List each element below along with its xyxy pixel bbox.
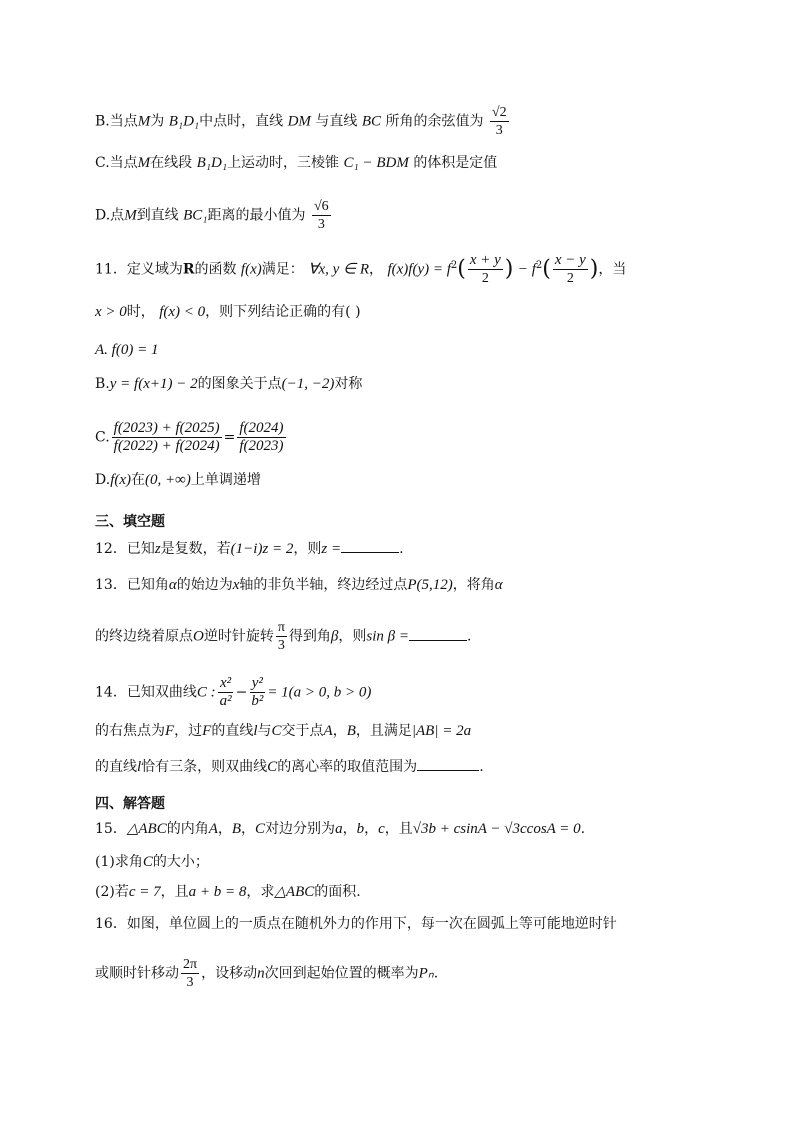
question-13-line-1 bbox=[95, 575, 503, 595]
text: ，且 bbox=[384, 821, 413, 837]
text: . bbox=[580, 821, 586, 837]
text: 次回到起始位置的概率为 bbox=[264, 965, 419, 982]
denominator: 3 bbox=[495, 123, 503, 138]
curve-c: C : bbox=[196, 684, 216, 701]
var-alpha: α bbox=[494, 577, 503, 593]
denominator: a² bbox=[219, 693, 232, 709]
fraction-x2-a2 bbox=[218, 675, 234, 710]
denominator: 2 bbox=[566, 271, 574, 286]
fraction-right bbox=[237, 420, 285, 455]
text: 对边分别为 bbox=[265, 821, 336, 837]
question-11-condition bbox=[95, 302, 361, 322]
question-16-line-1 bbox=[95, 914, 617, 934]
text: 在线段 bbox=[150, 155, 193, 171]
text: 得到角 bbox=[288, 628, 331, 645]
text: (2)若 bbox=[95, 884, 129, 900]
question-14-line-1 bbox=[95, 675, 371, 710]
var-c-lower: c bbox=[378, 821, 385, 837]
numerator: √6 bbox=[313, 199, 329, 214]
text: 恰有三条，则双曲线 bbox=[141, 759, 268, 775]
var-o: O bbox=[193, 628, 204, 645]
text: 的右焦点为 bbox=[95, 723, 165, 739]
equation-left: f(x)f(y) = f bbox=[387, 261, 451, 278]
answer-blank[interactable] bbox=[341, 538, 399, 553]
text: ， bbox=[342, 821, 357, 837]
square: 2 bbox=[535, 259, 543, 271]
set-r: R bbox=[182, 261, 195, 278]
equation: √3b + csinA − √3ccosA = 0 bbox=[412, 821, 581, 837]
text: ，求 bbox=[246, 884, 275, 900]
text: . bbox=[399, 541, 404, 557]
inequality: f(x) < 0 bbox=[159, 304, 206, 320]
segment-b1d1: B₁D₁ bbox=[168, 113, 200, 130]
text: 距离的最小值为 bbox=[207, 207, 306, 224]
paren-close: ) bbox=[589, 256, 599, 282]
numerator: x − y bbox=[554, 252, 586, 268]
var-f: F bbox=[202, 723, 212, 739]
text: 的内角 bbox=[166, 821, 209, 837]
text: 轴的非负半轴，终边经过点 bbox=[239, 577, 408, 593]
option-11-d bbox=[95, 470, 261, 490]
text: 上单调递增 bbox=[190, 472, 261, 488]
denominator: f(2023) bbox=[239, 438, 284, 454]
text: 的面积. bbox=[314, 884, 361, 900]
text: 13．已知角 bbox=[95, 577, 169, 593]
var-a: A bbox=[323, 723, 333, 739]
text: ， bbox=[241, 821, 256, 837]
condition-c: c = 7 bbox=[128, 884, 161, 900]
var-b-lower: b bbox=[356, 821, 365, 837]
text: ， bbox=[217, 821, 232, 837]
numerator: x² bbox=[220, 675, 232, 691]
text: . bbox=[433, 965, 439, 982]
function-expr: y = f(x+1) − 2 bbox=[109, 376, 198, 392]
question-14-line-3 bbox=[95, 756, 484, 777]
question-11-stem bbox=[95, 252, 626, 287]
text: 15． bbox=[95, 821, 127, 837]
triangle-abc: △ABC bbox=[126, 821, 167, 837]
text: 11．定义域为 bbox=[95, 261, 183, 278]
answer-blank[interactable] bbox=[409, 626, 467, 641]
denominator: 2 bbox=[481, 271, 489, 286]
square: 2 bbox=[450, 259, 458, 271]
option-10-c bbox=[95, 153, 497, 173]
var-m: M bbox=[137, 113, 151, 130]
denominator: f(2022) + f(2024) bbox=[113, 438, 220, 454]
fraction-pi-over-3 bbox=[276, 619, 287, 654]
var-b: B bbox=[231, 821, 242, 837]
numerator: f(2024) bbox=[239, 420, 284, 436]
text: 的图象关于点 bbox=[197, 376, 282, 392]
section-solution-heading: 四、解答题 bbox=[95, 796, 165, 812]
text: 的离心率的取值范围为 bbox=[277, 759, 418, 775]
text: ，则下列结论正确的有( ) bbox=[205, 304, 361, 320]
text: ， bbox=[364, 821, 379, 837]
text: C.当点 bbox=[95, 155, 138, 171]
question-15-part-1 bbox=[95, 852, 209, 872]
text: ， bbox=[332, 723, 347, 739]
text: 时， bbox=[126, 304, 155, 320]
text: 所角的余弦值为 bbox=[385, 113, 484, 130]
option-text: A. f(0) = 1 bbox=[95, 342, 159, 358]
answer-blank[interactable] bbox=[417, 756, 479, 771]
text: 的大小； bbox=[152, 854, 209, 870]
text: ，当 bbox=[598, 261, 627, 278]
text: B. bbox=[95, 376, 110, 392]
point-p: P(5,12) bbox=[407, 577, 453, 593]
question-15 bbox=[95, 819, 585, 839]
fraction-y2-b2 bbox=[249, 675, 265, 710]
text: 为 bbox=[150, 113, 165, 130]
text: 满足： bbox=[261, 261, 304, 278]
denominator: 3 bbox=[186, 975, 194, 990]
var-b: B bbox=[346, 723, 356, 739]
fraction-sqrt2-over-3 bbox=[490, 104, 509, 139]
equals: = bbox=[223, 429, 236, 446]
text: 的终边绕着原点 bbox=[95, 628, 193, 645]
text: 在 bbox=[131, 472, 146, 488]
text: (1)求角 bbox=[95, 854, 143, 870]
var-a: A bbox=[208, 821, 218, 837]
segment-b1d1: B₁D₁ bbox=[196, 155, 228, 171]
text: 中点时，直线 bbox=[199, 113, 284, 130]
line-bc: BC bbox=[361, 113, 381, 130]
fraction-x-plus-y bbox=[468, 252, 503, 287]
denominator: b² bbox=[251, 693, 264, 709]
interval: (0, +∞) bbox=[145, 472, 191, 488]
fraction-sqrt6-over-3 bbox=[312, 198, 331, 233]
text: . bbox=[479, 759, 484, 775]
question-16-line-2 bbox=[95, 956, 438, 991]
condition-x-positive: x > 0 bbox=[95, 304, 127, 320]
question-13-line-2 bbox=[95, 619, 471, 654]
var-m: M bbox=[137, 155, 151, 171]
text: 逆时针旋转 bbox=[203, 628, 274, 645]
text: ，过 bbox=[174, 723, 203, 739]
text: 12．已知 bbox=[95, 541, 155, 557]
answer-label: z = bbox=[321, 541, 342, 557]
question-12 bbox=[95, 538, 404, 559]
text: ，则 bbox=[338, 628, 367, 645]
denominator: 3 bbox=[277, 638, 285, 653]
var-beta: β bbox=[330, 628, 339, 645]
text: B.当点 bbox=[95, 113, 138, 130]
forall-expression: ∀x, y ∈ R bbox=[308, 261, 370, 278]
text: 上运动时，三棱锥 bbox=[227, 155, 340, 171]
var-c: C bbox=[267, 759, 278, 775]
text: ，则 bbox=[293, 541, 322, 557]
var-c: C bbox=[255, 821, 266, 837]
var-c: C bbox=[271, 723, 282, 739]
numerator: √2 bbox=[491, 105, 507, 120]
var-l: l bbox=[137, 759, 142, 775]
text: . bbox=[467, 628, 472, 645]
var-m: M bbox=[124, 207, 137, 224]
var-l: l bbox=[253, 723, 258, 739]
text: D. bbox=[95, 472, 111, 488]
var-z: z bbox=[154, 541, 161, 557]
pyramid-c1-bdm: C₁ − BDM bbox=[343, 155, 409, 171]
text: ，且 bbox=[160, 884, 189, 900]
numerator: π bbox=[277, 620, 285, 635]
text: C. bbox=[95, 429, 110, 446]
equation: (1−i)z = 2 bbox=[230, 541, 294, 557]
fraction-left bbox=[112, 420, 222, 455]
text: ，设移动 bbox=[201, 965, 258, 982]
text: 与 bbox=[257, 723, 272, 739]
option-11-a bbox=[95, 340, 158, 360]
text: ，将角 bbox=[452, 577, 495, 593]
section-fill-in-heading: 三、填空题 bbox=[95, 514, 165, 530]
text: 14．已知双曲线 bbox=[95, 684, 197, 701]
numerator: 2π bbox=[183, 957, 198, 972]
line-bc1: BC₁ bbox=[183, 207, 208, 224]
text: 的直线 bbox=[211, 723, 254, 739]
option-11-c bbox=[95, 420, 288, 455]
numerator: f(2023) + f(2025) bbox=[113, 420, 220, 436]
text: 的直线 bbox=[95, 759, 137, 775]
option-10-d bbox=[95, 198, 333, 233]
question-14-line-2 bbox=[95, 721, 471, 741]
text: ，且满足 bbox=[355, 723, 412, 739]
fraction-x-minus-y bbox=[553, 252, 588, 287]
text: 交于点 bbox=[281, 723, 324, 739]
denominator: 3 bbox=[317, 217, 325, 232]
text: 的函数 bbox=[194, 261, 237, 278]
text: 到直线 bbox=[136, 207, 179, 224]
text: D.点 bbox=[95, 207, 125, 224]
f-of-x: f(x) bbox=[240, 261, 262, 278]
var-a-lower: a bbox=[335, 821, 343, 837]
text: 与直线 bbox=[315, 113, 358, 130]
var-f: F bbox=[165, 723, 175, 739]
var-c: C bbox=[142, 854, 153, 870]
numerator: x + y bbox=[469, 252, 501, 268]
equation-rest: = 1(a > 0, b > 0) bbox=[267, 684, 372, 701]
function-expr: f(x) bbox=[110, 472, 132, 488]
text: 的始边为 bbox=[176, 577, 233, 593]
text: 的体积是定值 bbox=[413, 155, 498, 171]
text: 16．如图，单位圆上的一质点在随机外力的作用下，每一次在圆弧上等可能地逆时针 bbox=[95, 916, 617, 932]
option-10-b bbox=[95, 104, 511, 139]
answer-label: sin β = bbox=[366, 628, 410, 645]
text: ， bbox=[369, 261, 384, 278]
point: (−1, −2) bbox=[281, 376, 335, 392]
condition-ab: |AB| = 2a bbox=[411, 723, 472, 739]
minus-f: − f bbox=[517, 261, 536, 278]
probability-pn: Pₙ bbox=[418, 965, 434, 982]
paren-open: ( bbox=[542, 256, 551, 282]
line-dm: DM bbox=[287, 113, 311, 130]
text: 是复数，若 bbox=[160, 541, 231, 557]
minus: − bbox=[235, 684, 248, 701]
question-15-part-2 bbox=[95, 882, 361, 902]
paren-close: ) bbox=[504, 256, 514, 282]
var-alpha: α bbox=[168, 577, 177, 593]
var-n: n bbox=[257, 965, 265, 982]
option-11-b bbox=[95, 374, 362, 394]
condition-sum: a + b = 8 bbox=[188, 884, 247, 900]
text: 对称 bbox=[334, 376, 363, 392]
text: 或顺时针移动 bbox=[95, 965, 179, 982]
triangle-abc: △ABC bbox=[274, 884, 315, 900]
numerator: y² bbox=[251, 675, 263, 691]
paren-open: ( bbox=[457, 256, 466, 282]
fraction-2pi-over-3 bbox=[181, 956, 199, 991]
var-x: x bbox=[232, 577, 240, 593]
